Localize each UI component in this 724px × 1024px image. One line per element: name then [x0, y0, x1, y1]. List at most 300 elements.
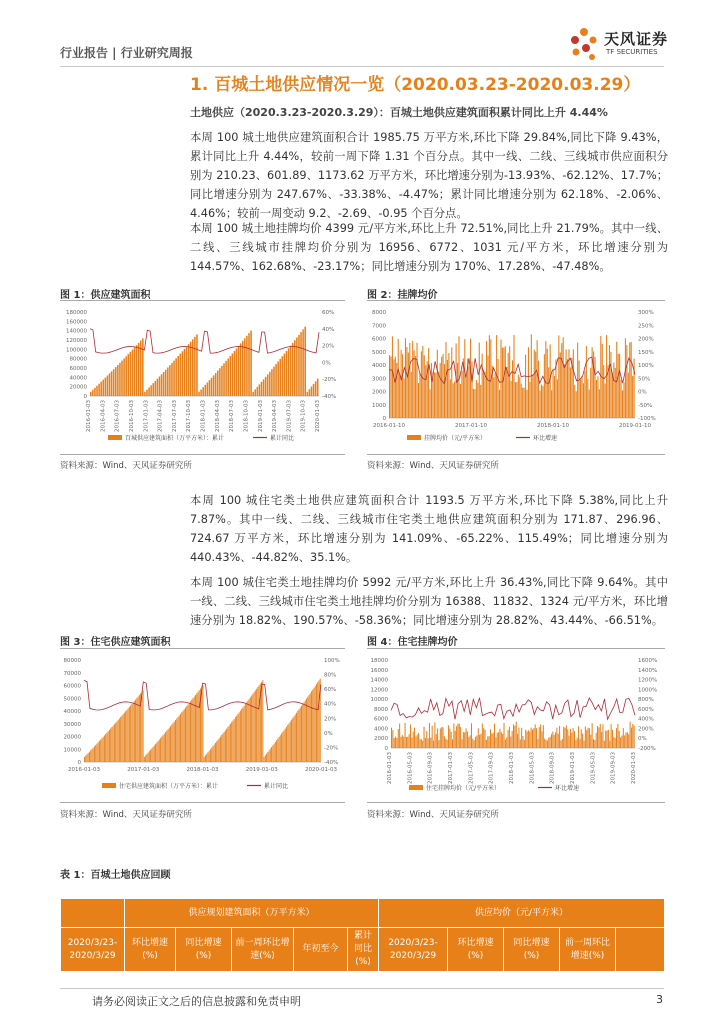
series-bar	[622, 390, 623, 418]
y-right-tick: 600%	[638, 706, 654, 713]
series-bar	[123, 358, 125, 396]
series-bar	[537, 340, 538, 418]
series-bar	[416, 343, 417, 418]
paragraph-3: 本周 100 城住宅类土地供应建筑面积合计 1193.5 万平方米,环比下降 5.38%,同比上升 7.87%。其中一线、二线、三线城市住宅类土地供应建筑面积分别为 171.87、296.96、724.67 万平方米，环比增速分别为 141.09%、-65.22%、115.49%；同比增速分别为 440.43%、-44.82%、35.1%。	[190, 494, 668, 564]
series-bar	[185, 708, 186, 762]
series-bar	[203, 685, 204, 762]
series-bar	[107, 376, 109, 396]
series-bar	[532, 730, 533, 748]
series-bar	[90, 750, 91, 762]
series-bar	[563, 727, 564, 748]
series-bar	[396, 738, 397, 748]
series-bar	[609, 741, 610, 748]
series-bar	[608, 730, 609, 748]
y-left-tick: 1000	[372, 402, 386, 409]
y-right-tick: 300%	[638, 310, 654, 316]
series-bar	[205, 385, 207, 396]
series-bar	[146, 390, 148, 396]
series-bar	[550, 737, 551, 748]
y-right-tick: 100%	[638, 363, 654, 369]
series-bar	[213, 375, 215, 396]
series-bar	[183, 711, 184, 762]
series-bar	[300, 707, 301, 762]
series-bar	[466, 375, 467, 418]
series-bar	[294, 340, 296, 396]
y-left-tick: 8000	[372, 310, 386, 316]
series-bar	[132, 350, 134, 396]
series-bar	[392, 730, 393, 748]
series-bar	[95, 745, 96, 762]
series-bar	[567, 729, 568, 748]
series-bar	[396, 363, 397, 418]
series-bar	[426, 731, 427, 748]
x-tick-label: 2016-05-03	[407, 752, 414, 784]
series-bar	[201, 687, 202, 762]
series-bar	[289, 723, 290, 762]
series-bar	[610, 352, 611, 418]
y-left-tick: 40000	[63, 709, 81, 715]
x-tick-label: 2016-01-03	[387, 752, 393, 784]
series-bar	[225, 361, 227, 396]
y-left-tick: 6000	[372, 336, 386, 343]
footer-disclaimer: 请务必阅读正文之后的信息披露和免责申明	[92, 995, 301, 1008]
series-bar	[176, 719, 177, 762]
legend-bar-swatch	[108, 435, 122, 440]
series-bar	[460, 384, 461, 418]
series-bar	[275, 364, 277, 396]
series-bar	[597, 376, 598, 418]
series-bar	[113, 369, 115, 396]
y-left-tick: 20000	[63, 734, 81, 741]
series-bar	[121, 361, 123, 396]
series-bar	[411, 737, 412, 748]
series-bar	[227, 358, 229, 396]
series-bar	[545, 341, 546, 418]
series-bar	[562, 739, 563, 748]
y-right-tick: 40%	[322, 326, 335, 333]
column-header: 前一周环比增速(%)	[232, 928, 294, 972]
series-bar	[434, 372, 435, 418]
group-header-area: 供应规划建筑面积（万平方米）	[125, 899, 379, 928]
series-bar	[583, 383, 584, 418]
series-bar	[575, 740, 576, 748]
series-bar	[487, 736, 488, 748]
series-bar	[120, 717, 121, 762]
series-bar	[491, 733, 492, 748]
series-bar	[306, 699, 307, 762]
series-bar	[402, 735, 403, 748]
series-bar	[240, 343, 242, 396]
series-bar	[431, 363, 432, 418]
series-bar	[108, 731, 109, 762]
series-bar	[164, 734, 165, 762]
series-bar	[489, 736, 490, 748]
series-bar	[466, 728, 467, 748]
x-tick-label: 2019-10-03	[300, 400, 307, 432]
x-tick-label: 2017-01-03	[143, 400, 150, 432]
series-bar	[460, 727, 461, 748]
series-bar	[307, 392, 309, 396]
series-bar	[220, 737, 221, 762]
series-bar	[483, 370, 484, 418]
series-bar	[443, 727, 444, 748]
series-bar	[138, 343, 140, 396]
series-bar	[453, 723, 454, 748]
series-bar	[219, 738, 220, 762]
series-bar	[274, 744, 275, 762]
series-bar	[616, 728, 617, 748]
y-left-tick: 50000	[63, 696, 81, 703]
series-bar	[191, 700, 192, 762]
series-bar	[570, 729, 571, 748]
series-bar	[252, 392, 254, 396]
series-bar	[166, 731, 167, 762]
figure-3-source: 资料来源：Wind、天风证券研究所	[60, 810, 192, 820]
series-bar	[165, 732, 166, 762]
series-bar	[277, 739, 278, 762]
y-left-tick: 5000	[372, 349, 386, 356]
column-header: 年初至今	[294, 928, 348, 972]
series-bar	[605, 383, 606, 418]
x-tick-label: 2018-05-03	[529, 752, 536, 784]
series-bar	[214, 745, 215, 762]
series-bar	[542, 386, 543, 418]
series-bar	[144, 757, 145, 762]
legend-line-label: 环比增速	[555, 785, 580, 792]
y-right-tick: 1000%	[638, 687, 658, 694]
series-bar	[250, 697, 251, 762]
series-bar	[623, 382, 624, 418]
figure-3-chart	[60, 652, 345, 802]
x-tick-label: 2018-01-03	[200, 400, 207, 432]
series-bar	[476, 380, 477, 418]
series-bar	[291, 720, 292, 762]
series-bar	[405, 723, 406, 748]
series-bar	[533, 728, 534, 748]
series-bar	[631, 342, 632, 418]
series-bar	[525, 355, 526, 418]
series-bar	[554, 376, 555, 418]
series-bar	[90, 392, 92, 396]
series-bar	[232, 353, 234, 396]
series-bar	[548, 738, 549, 748]
series-bar	[142, 338, 144, 396]
series-bar	[196, 334, 198, 396]
x-tick-label: 2018-01-03	[509, 752, 515, 784]
series-bar	[454, 382, 455, 418]
page-number: 3	[656, 993, 663, 1006]
series-bar	[96, 386, 98, 396]
x-tick-label: 2019-05-03	[590, 752, 597, 784]
series-bar	[86, 754, 87, 762]
y-left-tick: 0	[384, 746, 388, 752]
series-bar	[447, 740, 448, 748]
series-bar	[161, 737, 162, 762]
series-bar	[630, 722, 631, 748]
x-tick-label: 2018-09-03	[549, 752, 556, 784]
series-bar	[506, 737, 507, 748]
series-bar	[516, 722, 517, 748]
series-bar	[237, 714, 238, 762]
series-bar	[511, 381, 512, 418]
y-left-tick: 3000	[372, 376, 386, 383]
series-bar	[582, 734, 583, 748]
series-bar	[561, 343, 562, 418]
series-bar	[524, 388, 525, 418]
series-bar	[277, 361, 279, 396]
series-bar	[135, 699, 136, 762]
y-right-tick: 60%	[322, 310, 335, 316]
series-bar	[619, 354, 620, 418]
series-bar	[257, 387, 259, 396]
y-left-tick: 100000	[66, 347, 87, 354]
series-bar	[180, 714, 181, 762]
series-bar	[438, 740, 439, 748]
series-bar	[457, 363, 458, 418]
y-left-tick: 4000	[372, 363, 386, 369]
series-bar	[415, 736, 416, 748]
series-bar	[589, 728, 590, 748]
legend-bar-label: 挂牌均价（元/平方米）	[424, 435, 487, 442]
series-bar	[408, 353, 409, 418]
series-bar	[459, 724, 460, 748]
brand-logo	[566, 24, 686, 68]
series-bar	[129, 707, 130, 762]
series-bar	[281, 734, 282, 762]
series-bar	[144, 392, 146, 396]
series-bar	[398, 729, 399, 748]
paragraph-4: 本周 100 城住宅类土地挂牌均价 5992 元/平方米,环比上升 36.43%,同比下降 9.64%。其中一线、二线、三线城市住宅类土地挂牌均价分别为 16388、11832、1324 元/平方米，环比增速分别为 18.82%、190.57%、-58.36%；同比增速分别为 28.82%、43.44%、-66.51%。	[190, 576, 668, 627]
series-bar	[613, 362, 614, 418]
series-bar	[124, 713, 125, 762]
series-bar	[554, 735, 555, 748]
series-bar	[489, 335, 490, 418]
series-bar	[628, 373, 629, 418]
series-bar	[529, 732, 530, 748]
y-left-tick: 2000	[372, 389, 386, 396]
series-bar	[284, 730, 285, 762]
series-bar	[177, 356, 179, 396]
series-bar	[125, 356, 127, 396]
series-bar	[480, 734, 481, 748]
series-bar	[262, 680, 263, 762]
series-bar	[415, 356, 416, 418]
series-bar	[518, 728, 519, 748]
series-bar	[207, 383, 209, 396]
series-bar	[249, 699, 250, 762]
series-bar	[119, 363, 121, 396]
series-bar	[265, 377, 267, 396]
series-bar	[100, 740, 101, 762]
series-bar	[390, 357, 391, 418]
series-bar	[503, 347, 504, 418]
series-bar	[111, 371, 113, 396]
series-bar	[634, 359, 635, 418]
series-bar	[632, 724, 633, 748]
figure-1-top-rule	[60, 300, 345, 301]
series-bar	[517, 734, 518, 748]
series-bar	[508, 730, 509, 748]
supply-table	[60, 898, 665, 972]
series-bar	[421, 739, 422, 748]
table-corner-cell	[61, 899, 125, 928]
series-bar	[392, 336, 393, 418]
series-bar	[543, 725, 544, 748]
series-bar	[311, 387, 313, 396]
series-bar	[219, 368, 221, 396]
logo-name-en: TF SECURITIES	[606, 48, 658, 56]
series-bar	[534, 350, 535, 418]
series-bar	[445, 342, 446, 418]
x-tick-label: 2016-07-03	[114, 400, 121, 432]
legend-line-label: 环比增速	[533, 435, 558, 442]
series-bar	[317, 682, 318, 762]
series-bar	[477, 383, 478, 418]
series-bar	[118, 720, 119, 762]
series-bar	[406, 347, 407, 418]
series-bar	[241, 709, 242, 762]
y-right-tick: 50%	[638, 376, 651, 383]
series-bar	[586, 346, 587, 418]
series-bar	[221, 735, 222, 762]
x-tick-label: 2018-01-10	[537, 423, 569, 429]
series-bar	[512, 731, 513, 748]
x-tick-label: 2016-01-10	[373, 423, 405, 429]
series-bar	[541, 731, 542, 748]
series-bar	[624, 735, 625, 748]
series-bar	[581, 729, 582, 748]
series-bar	[570, 367, 571, 418]
x-tick-label: 2019-01-03	[257, 400, 264, 432]
series-bar	[455, 731, 456, 748]
figure-3-label: 图 3：住宅供应建筑面积	[60, 637, 171, 648]
series-bar	[242, 707, 243, 762]
series-bar	[516, 382, 517, 418]
series-bar	[424, 727, 425, 748]
series-bar	[506, 367, 507, 418]
y-right-tick: 40%	[324, 701, 337, 708]
figure-4-top-rule	[367, 648, 665, 649]
series-bar	[453, 383, 454, 418]
series-bar	[508, 353, 509, 418]
series-bar	[250, 331, 252, 396]
y-left-tick: 80000	[69, 356, 87, 363]
series-bar	[315, 381, 317, 396]
x-tick-label: 2016-01-03	[86, 400, 92, 432]
series-bar	[267, 374, 269, 396]
series-bar	[266, 754, 267, 762]
series-bar	[271, 369, 273, 396]
series-bar	[558, 335, 559, 418]
series-bar	[531, 728, 532, 748]
series-bar	[627, 732, 628, 748]
series-bar	[195, 695, 196, 762]
series-bar	[246, 336, 248, 396]
series-bar	[105, 378, 107, 396]
series-bar	[158, 741, 159, 762]
series-bar	[175, 358, 177, 396]
series-bar	[391, 728, 392, 748]
series-bar	[451, 732, 452, 748]
series-bar	[461, 739, 462, 748]
column-header: 环比增速(%)	[448, 928, 504, 972]
series-bar	[134, 347, 136, 396]
series-bar	[432, 726, 433, 748]
series-bar	[502, 348, 503, 418]
series-bar	[501, 732, 502, 748]
y-left-tick: 16000	[370, 667, 388, 674]
series-bar	[418, 383, 419, 418]
series-bar	[141, 692, 142, 762]
series-bar	[551, 390, 552, 418]
series-bar	[178, 717, 179, 762]
series-bar	[470, 735, 471, 748]
x-tick-label: 2019-07-03	[286, 400, 293, 432]
series-bar	[85, 756, 86, 762]
x-tick-label: 2017-01-10	[455, 423, 487, 429]
series-bar	[163, 372, 165, 396]
series-bar	[155, 381, 157, 396]
series-bar	[225, 730, 226, 762]
series-bar	[236, 348, 238, 396]
series-bar	[456, 726, 457, 748]
series-bar	[437, 728, 438, 748]
series-bar	[319, 680, 320, 762]
figure-4-chart	[367, 652, 665, 802]
series-bar	[310, 693, 311, 762]
series-bar	[217, 371, 219, 396]
series-bar	[510, 736, 511, 748]
series-bar	[607, 731, 608, 748]
series-bar	[223, 363, 225, 396]
series-bar	[573, 349, 574, 418]
series-bar	[300, 332, 302, 396]
y-left-tick: 18000	[370, 658, 388, 664]
series-bar	[269, 750, 270, 762]
series-bar	[139, 695, 140, 762]
series-bar	[514, 726, 515, 748]
y-right-tick: 150%	[638, 349, 654, 356]
series-bar	[615, 738, 616, 748]
series-bar	[452, 739, 453, 748]
series-bar	[425, 738, 426, 748]
series-bar	[212, 746, 213, 762]
series-bar	[181, 712, 182, 762]
series-bar	[301, 706, 302, 762]
series-bar	[309, 389, 311, 396]
series-bar	[528, 730, 529, 748]
series-bar	[414, 728, 415, 748]
series-bar	[509, 727, 510, 748]
series-bar	[551, 734, 552, 748]
legend-bar-label: 住宅挂牌均价（元/平方米）	[426, 785, 501, 792]
series-bar	[267, 752, 268, 762]
column-header: 2020/3/23-2020/3/29	[379, 928, 448, 972]
series-bar	[440, 728, 441, 748]
series-bar	[148, 387, 150, 396]
series-bar	[290, 346, 292, 396]
series-bar	[604, 741, 605, 748]
series-bar	[524, 740, 525, 748]
series-bar	[513, 724, 514, 748]
table-1-title: 表 1：百城土地供应回顾	[60, 870, 171, 881]
footer-divider	[60, 988, 664, 989]
series-bar	[441, 357, 442, 418]
series-bar	[563, 337, 564, 418]
series-bar	[287, 725, 288, 762]
series-bar	[537, 739, 538, 748]
y-right-tick: 20%	[324, 716, 337, 723]
